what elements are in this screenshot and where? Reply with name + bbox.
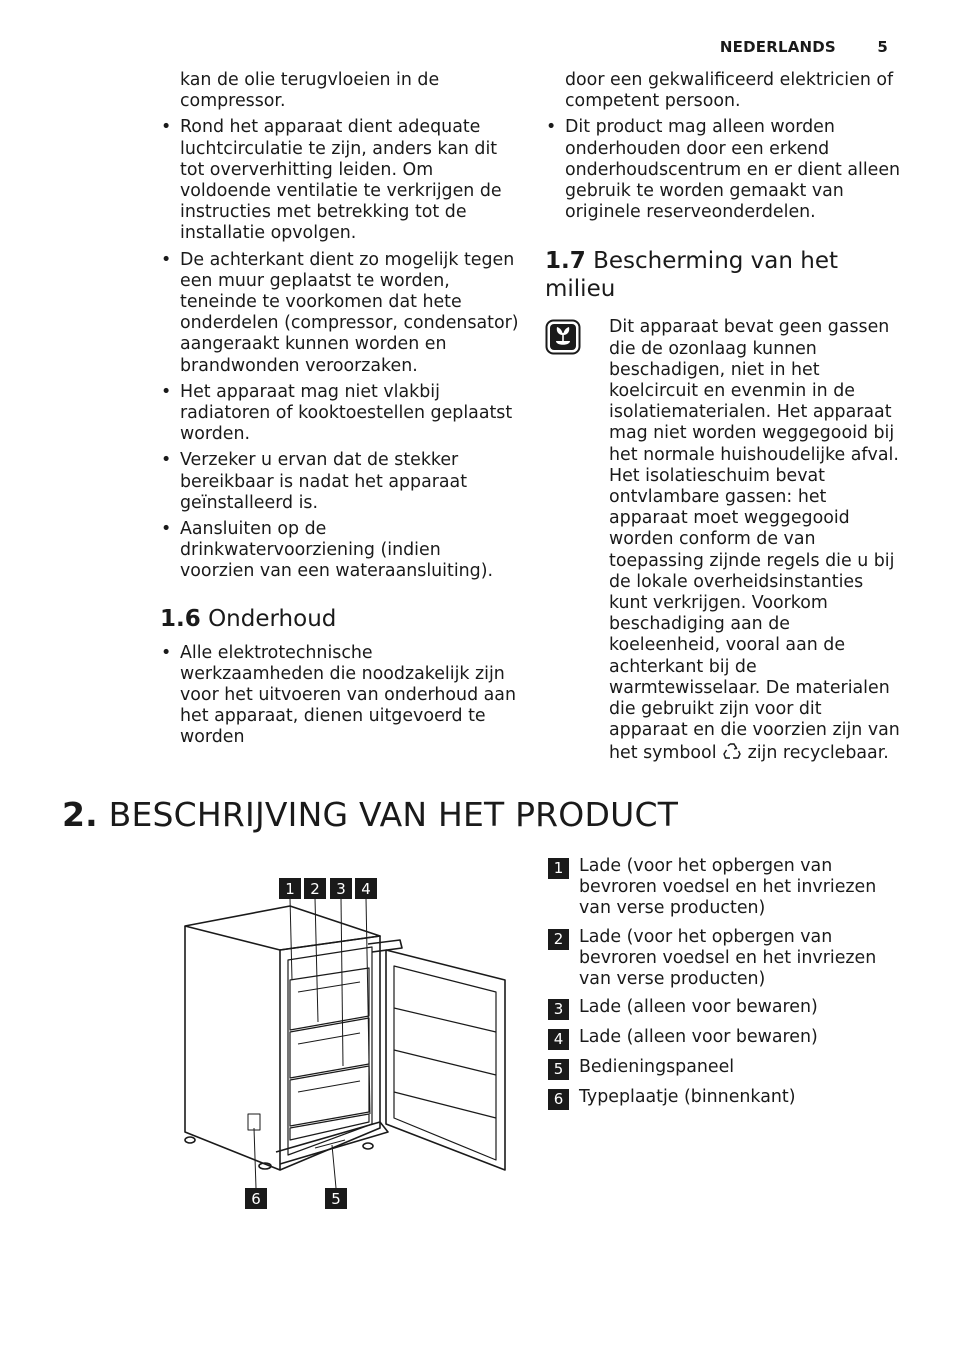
legend-text: Lade (voor het opbergen van bevroren voedsel en het invriezen van verse producten) bbox=[579, 926, 877, 990]
legend-text: Lade (alleen voor bewaren) bbox=[579, 997, 818, 1018]
legend-number: 4 bbox=[548, 1029, 569, 1050]
recycle-icon bbox=[722, 741, 742, 761]
list-item: • Rond het apparaat dient adequate luchtcirculatie te zijn, anders kan dit tot oververhitting leiden. Om voldoende ventilatie te verkrijgen de instructies met betrekking tot de installatie opvolgen. bbox=[160, 117, 520, 244]
figure-legend bbox=[548, 856, 908, 1117]
legend-item bbox=[548, 856, 908, 920]
environment-icon bbox=[545, 319, 581, 355]
callout-5 bbox=[325, 1188, 347, 1209]
continuation-text: kan de olie terugvloeien in de compressor. bbox=[180, 70, 440, 112]
section-number: 1.6 bbox=[160, 605, 201, 632]
environment-notice bbox=[545, 317, 910, 764]
legend-text: Lade (alleen voor bewaren) bbox=[579, 1027, 818, 1048]
environment-paragraph: Dit apparaat bevat geen gassen die de ozonlaag kunnen beschadigen, niet in het koelcircuit en evenmin in de isolatiematerialen. Het apparaat mag niet worden weggegooid bij het normale huishoudelijke afval. Het isolatieschuim bevat ontvlambare gassen: het apparaat moet weggegooid worden conform de van toepassing zijnde regels die u bij de lokale overheidsinstanties kunt verkrijgen. Voorkom beschadiging aan de koeleenheid, vooral aan de achterkant bij de warmtewisselaar. De materialen die gebruikt zijn voor dit apparaat en die voorzien zijn van het bbox=[609, 317, 900, 764]
section-title: Onderhoud bbox=[208, 605, 337, 632]
legend-text: Typeplaatje (binnenkant) bbox=[579, 1087, 796, 1108]
svg-text:2: 2 bbox=[310, 880, 320, 898]
environment-text bbox=[609, 317, 904, 764]
section-number: 1.7 bbox=[545, 248, 586, 275]
environment-paragraph-end: zijn recyclebaar. bbox=[747, 743, 889, 764]
legend-text: Lade (voor het opbergen van bevroren voedsel en het invriezen van verse producten) bbox=[579, 856, 877, 919]
callout-6 bbox=[245, 1188, 267, 1209]
legend-number: 1 bbox=[548, 858, 569, 879]
legend-number: 3 bbox=[548, 999, 569, 1020]
section-number: 2. bbox=[62, 795, 98, 834]
continuation-text: door een gekwalificeerd elektricien of competent persoon. bbox=[565, 70, 894, 112]
list-item: • Het apparaat mag niet vlakbij radiatoren of kooktoestellen geplaatst worden. bbox=[160, 382, 520, 446]
legend-number: 6 bbox=[548, 1089, 569, 1110]
svg-text:4: 4 bbox=[361, 880, 371, 898]
maintenance-bullet-list-cont bbox=[545, 117, 910, 223]
legend-item bbox=[548, 1027, 908, 1050]
section-title: Bescherming van het milieu bbox=[545, 248, 839, 303]
legend-number: 2 bbox=[548, 929, 569, 950]
list-item: • Alle elektrotechnische werkzaamheden die noodzakelijk zijn voor het uitvoeren van onderhoud aan het apparaat, dienen uitgevoerd te worden bbox=[160, 643, 520, 749]
legend-text: Bedieningspaneel bbox=[579, 1057, 735, 1078]
right-column bbox=[545, 70, 910, 765]
callout-1 bbox=[279, 878, 301, 899]
maintenance-bullet-list bbox=[160, 643, 520, 749]
page-header bbox=[720, 38, 888, 56]
section-title: BESCHRIJVING VAN HET PRODUCT bbox=[108, 795, 679, 834]
page-number: 5 bbox=[877, 38, 888, 56]
product-figure bbox=[180, 870, 520, 1220]
safety-bullet-list bbox=[160, 117, 520, 582]
freezer-illustration bbox=[180, 870, 520, 1220]
svg-text:1: 1 bbox=[285, 880, 295, 898]
svg-text:5: 5 bbox=[331, 1190, 341, 1208]
legend-item bbox=[548, 997, 908, 1020]
list-item: • Dit product mag alleen worden onderhouden door een erkend onderhoudscentrum en er dient alleen gebruik te worden gemaakt van originele reserveonderdelen. bbox=[545, 117, 910, 223]
left-column bbox=[160, 70, 520, 754]
list-item: • Aansluiten op de drinkwatervoorziening (indien voorzien van een wateraansluiting). bbox=[160, 519, 520, 583]
list-item: • Verzeker u ervan dat de stekker bereikbaar is nadat het apparaat geïnstalleerd is. bbox=[160, 450, 520, 514]
header-language: NEDERLANDS bbox=[719, 38, 836, 56]
callout-4 bbox=[355, 878, 377, 899]
section-heading-environment bbox=[545, 247, 910, 303]
callout-2 bbox=[304, 878, 326, 899]
legend-number: 5 bbox=[548, 1059, 569, 1080]
section-heading-maintenance bbox=[160, 605, 520, 633]
svg-text:6: 6 bbox=[251, 1190, 261, 1208]
section-heading-product-description bbox=[62, 795, 678, 834]
svg-text:3: 3 bbox=[336, 880, 346, 898]
symbol-word: symbool bbox=[643, 743, 717, 764]
legend-item bbox=[548, 1087, 908, 1110]
legend-item bbox=[548, 927, 908, 991]
callout-3 bbox=[330, 878, 352, 899]
list-item: • De achterkant dient zo mogelijk tegen een muur geplaatst te worden, teneinde te voorkomen dat hete onderdelen (compressor, condensator) aangeraakt kunnen worden en brandwonden veroorzaken. bbox=[160, 250, 520, 377]
legend-item bbox=[548, 1057, 908, 1080]
